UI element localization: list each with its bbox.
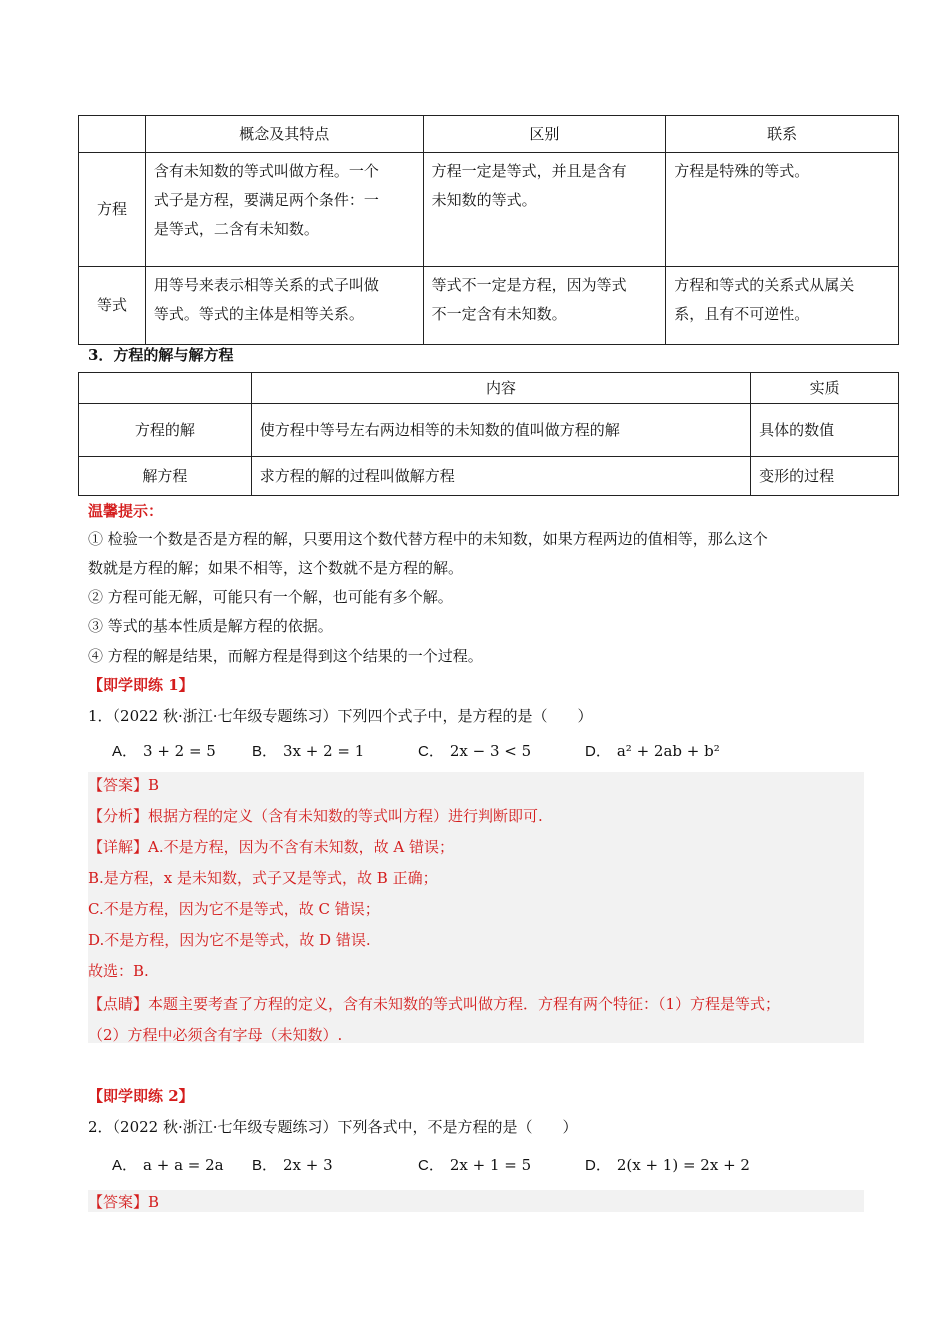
- question-text: 2．（2022 秋·浙江·七年级专题练习）下列各式中，不是方程的是（ ）: [88, 1118, 578, 1136]
- tips-title: 温馨提示：: [88, 502, 164, 520]
- table1-cell-relation: 方程和等式的关系式从属关 系，且有不可逆性。: [666, 267, 899, 345]
- answer-text: 【答案】B: [88, 1193, 160, 1211]
- detail-line: C.不是方程，因为它不是等式，故 C 错误；: [88, 900, 380, 918]
- table1-cell-relation: 方程是特殊的等式。: [666, 153, 899, 267]
- table1-header-relation: 联系: [666, 116, 899, 153]
- table1-cell-difference: 方程一定是等式，并且是含有 未知数的等式。: [423, 153, 666, 267]
- detail-line: D.不是方程，因为它不是等式，故 D 错误.: [88, 931, 371, 949]
- tip-line: ③ 等式的基本性质是解方程的依据。: [88, 617, 333, 635]
- table1-header-difference: 区别: [423, 116, 666, 153]
- section-heading: 3．方程的解与解方程: [88, 346, 234, 364]
- detail-line: B.是方程，x 是未知数，式子又是等式，故 B 正确；: [88, 869, 438, 887]
- practice-tag: 【即学即练 1】: [88, 676, 194, 694]
- option-a[interactable]: A． a + a = 2a: [112, 1156, 224, 1174]
- detail-line: 【详解】A.不是方程，因为不含有未知数，故 A 错误；: [88, 838, 454, 856]
- option-d[interactable]: D． a² + 2ab + b²: [585, 742, 720, 760]
- table1-cell-concept: 含有未知数的等式叫做方程。一个 式子是方程，要满足两个条件：一 是等式，二含有未知数。: [145, 153, 423, 267]
- table2-header-empty: [79, 373, 252, 404]
- table2-header-essence: 实质: [751, 373, 899, 404]
- table2-cell-essence: 变形的过程: [751, 457, 899, 496]
- tip-line: ④ 方程的解是结果，而解方程是得到这个结果的一个过程。: [88, 647, 483, 665]
- question-text: 1．（2022 秋·浙江·七年级专题练习）下列四个式子中，是方程的是（ ）: [88, 707, 593, 725]
- table2-cell-content: 求方程的解的过程叫做解方程: [251, 457, 750, 496]
- table2-row-label: 解方程: [79, 457, 252, 496]
- table1-header-concept: 概念及其特点: [145, 116, 423, 153]
- table2-header-content: 内容: [251, 373, 750, 404]
- tip-line: ① 检验一个数是否是方程的解，只要用这个数代替方程中的未知数，如果方程两边的值相等，那么这个: [88, 530, 768, 548]
- table2-cell-essence: 具体的数值: [751, 404, 899, 457]
- comment-line: （2）方程中必须含有字母（未知数）.: [88, 1026, 343, 1044]
- answer-text: 【答案】B: [88, 776, 160, 794]
- option-a[interactable]: A． 3 + 2 = 5: [112, 742, 216, 760]
- option-c[interactable]: C． 2x − 3 < 5: [418, 742, 532, 760]
- practice-tag: 【即学即练 2】: [88, 1087, 194, 1105]
- table2-cell-content: 使方程中等号左右两边相等的未知数的值叫做方程的解: [251, 404, 750, 457]
- tip-line: 数就是方程的解；如果不相等，这个数就不是方程的解。: [88, 559, 464, 577]
- table1-cell-concept: 用等号来表示相等关系的式子叫做 等式。等式的主体是相等关系。: [145, 267, 423, 345]
- table2-row-label: 方程的解: [79, 404, 252, 457]
- table1-cell-difference: 等式不一定是方程，因为等式 不一定含有未知数。: [423, 267, 666, 345]
- option-d[interactable]: D． 2(x + 1) = 2x + 2: [585, 1156, 750, 1174]
- option-c[interactable]: C． 2x + 1 = 5: [418, 1156, 532, 1174]
- solution-table: [78, 372, 899, 496]
- option-b[interactable]: B． 3x + 2 = 1: [252, 742, 365, 760]
- comment-line: 【点睛】本题主要考查了方程的定义，含有未知数的等式叫做方程．方程有两个特征：（1）方程是等式；: [88, 995, 781, 1013]
- table1-header-empty: [79, 116, 146, 153]
- table1-row-label: 方程: [79, 153, 146, 267]
- table1-row-label: 等式: [79, 267, 146, 345]
- option-b[interactable]: B． 2x + 3: [252, 1156, 333, 1174]
- equation-vs-equality-table: [78, 115, 899, 345]
- tip-line: ② 方程可能无解，可能只有一个解，也可能有多个解。: [88, 588, 453, 606]
- answer-panel: [88, 1190, 864, 1212]
- analysis-text: 【分析】根据方程的定义（含有未知数的等式叫方程）进行判断即可.: [88, 807, 543, 825]
- detail-line: 故选：B.: [88, 962, 149, 980]
